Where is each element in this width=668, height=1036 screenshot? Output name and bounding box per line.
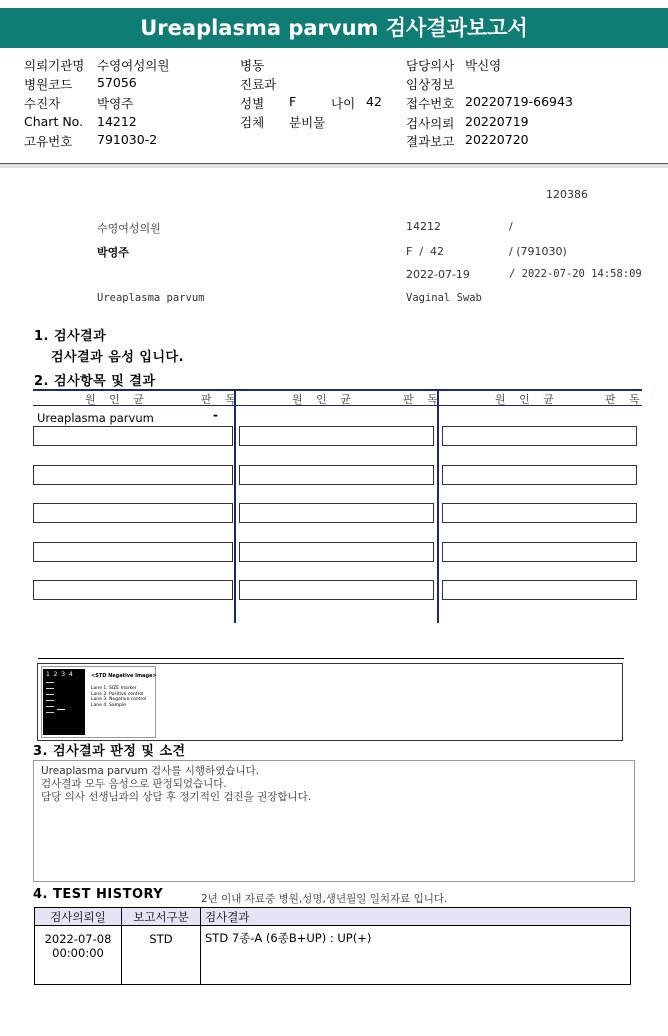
info-date-request: 2022-07-19: [406, 268, 470, 281]
patient-label: 수진자: [24, 96, 61, 111]
department-label: 진료과: [240, 77, 277, 92]
col3-organism-header: 원 인 균: [495, 393, 559, 406]
report-date-value: 20220720: [465, 132, 529, 147]
sex-label: 성별: [240, 96, 265, 111]
hospital-code-value: 57056: [97, 75, 137, 90]
col3-judgement-header: 판 독: [605, 393, 645, 406]
result-box: [33, 426, 233, 446]
age-value: 42: [366, 94, 382, 109]
result-box: [33, 580, 233, 600]
gel-band: [46, 700, 54, 701]
result-box: [239, 580, 434, 600]
hospital-label: 의뢰기관명: [24, 58, 85, 73]
gel-title: <STD Negative Image>: [91, 673, 157, 679]
result-box: [442, 426, 637, 446]
gel-band: [57, 709, 65, 710]
col2-judgement-header: 판 독: [403, 393, 443, 406]
gel-electrophoresis-image: [43, 669, 85, 735]
history-result: STD 7종-A (6종B+UP) : UP(+): [205, 931, 372, 945]
col2-organism-header: 원 인 균: [292, 393, 356, 406]
opinion-line: Ureaplasma parvum 검사를 시행하였습니다.: [41, 765, 260, 777]
section4-title: 4. TEST HISTORY: [33, 887, 164, 902]
section3-title: 3. 검사결과 판정 및 소견: [33, 744, 186, 759]
history-time: 00:00:00: [52, 946, 104, 960]
opinion-line: 담당 의사 선생님과의 상담 후 정기적인 검진을 권장합니다.: [41, 791, 312, 803]
hospital-code-label: 병원코드: [24, 77, 73, 92]
gel-legend: [91, 686, 146, 708]
section1-text: 검사결과 음성 입니다.: [51, 350, 185, 365]
history-date-cell: [35, 926, 122, 985]
history-date: 2022-07-08: [44, 932, 112, 946]
gel-band: [46, 706, 54, 707]
specimen-value: 분비물: [289, 115, 326, 130]
info-sex-age: F / 42: [406, 245, 445, 258]
gel-lane-numbers: 1 2 3 4: [46, 671, 73, 678]
result-box: [239, 503, 434, 523]
table-row: [35, 926, 631, 985]
history-type-cell: [122, 926, 201, 985]
history-result-cell: [201, 926, 631, 985]
chart-no-label: Chart No.: [24, 114, 84, 129]
col1-organism-header: 원 인 균: [85, 393, 149, 406]
gel-band: [46, 712, 54, 713]
doctor-label: 담당의사: [406, 58, 455, 73]
col1-judgement-header: 판 독: [201, 393, 241, 406]
result-box: [239, 542, 434, 562]
history-col-type: 보고서구분: [122, 908, 201, 926]
result-box: [33, 465, 233, 485]
result-box: [239, 465, 434, 485]
info-test: Ureaplasma parvum: [97, 292, 205, 304]
gel-legend-item: Lane 1. SIZE marker: [91, 686, 137, 691]
info-slash: /: [509, 220, 513, 233]
doctor-value: 박신영: [465, 58, 502, 73]
info-birth: / (791030): [509, 245, 567, 258]
result-box: [442, 465, 637, 485]
info-patient: 박영주: [97, 246, 129, 259]
history-note: 2년 이내 자료중 병원,성명,생년월일 일치자료 입니다.: [201, 893, 448, 905]
chart-no-value: 14212: [97, 114, 137, 129]
section2-title: 2. 검사항목 및 결과: [34, 374, 156, 389]
result-organism-name: Ureaplasma parvum: [37, 411, 154, 425]
header-shadow: [0, 164, 668, 168]
opinion-box: [33, 760, 635, 882]
results-col-divider-2: [437, 389, 439, 623]
results-col-divider-1: [234, 389, 236, 623]
request-date-label: 검사의뢰: [406, 116, 455, 131]
history-type: STD: [149, 932, 173, 946]
report-date-label: 결과보고: [406, 134, 455, 149]
hospital-value: 수영여성의원: [97, 58, 170, 73]
specimen-label: 검체: [240, 115, 265, 130]
receipt-no-value: 20220719-66943: [465, 94, 573, 109]
gel-legend-item: Lane 3. Negative control: [91, 697, 147, 702]
gel-band: [46, 682, 54, 683]
history-table: [34, 907, 631, 985]
clinical-info-label: 임상정보: [406, 77, 455, 92]
receipt-no-label: 접수번호: [406, 96, 455, 111]
request-date-value: 20220719: [465, 114, 529, 129]
gel-band: [46, 694, 54, 695]
result-judgement: -: [213, 408, 218, 422]
gel-band: [46, 688, 54, 689]
sex-value: F: [289, 94, 297, 109]
report-title: Ureaplasma parvum 검사결과보고서: [0, 8, 668, 48]
report-code: 120386: [546, 188, 588, 201]
result-box: [33, 542, 233, 562]
result-box: [239, 426, 434, 446]
gel-legend-item: Lane 2. Positive control: [91, 691, 144, 697]
history-col-date: 검사의뢰일: [35, 908, 122, 926]
ward-label: 병동: [240, 58, 265, 73]
gel-legend-item: Lane 4. Sample: [91, 702, 126, 708]
result-box: [33, 503, 233, 523]
info-date-report: / 2022-07-20 14:58:09: [509, 268, 642, 280]
unique-no-label: 고유번호: [24, 134, 73, 149]
info-chart: 14212: [406, 220, 441, 233]
section1-title: 1. 검사결과: [34, 329, 107, 344]
unique-no-value: 791030-2: [97, 132, 158, 147]
result-box: [442, 580, 637, 600]
patient-value: 박영주: [97, 96, 134, 111]
info-specimen: Vaginal Swab: [406, 292, 482, 304]
history-header-row: [35, 908, 631, 926]
opinion-line: 검사결과 모두 음성으로 판정되었습니다.: [41, 778, 227, 790]
gel-top-line: [38, 658, 624, 659]
result-box: [442, 503, 637, 523]
history-col-result: 검사결과: [201, 908, 631, 926]
info-hospital: 수영여성의원: [97, 222, 161, 235]
age-label: 나이: [331, 96, 356, 111]
result-box: [442, 542, 637, 562]
